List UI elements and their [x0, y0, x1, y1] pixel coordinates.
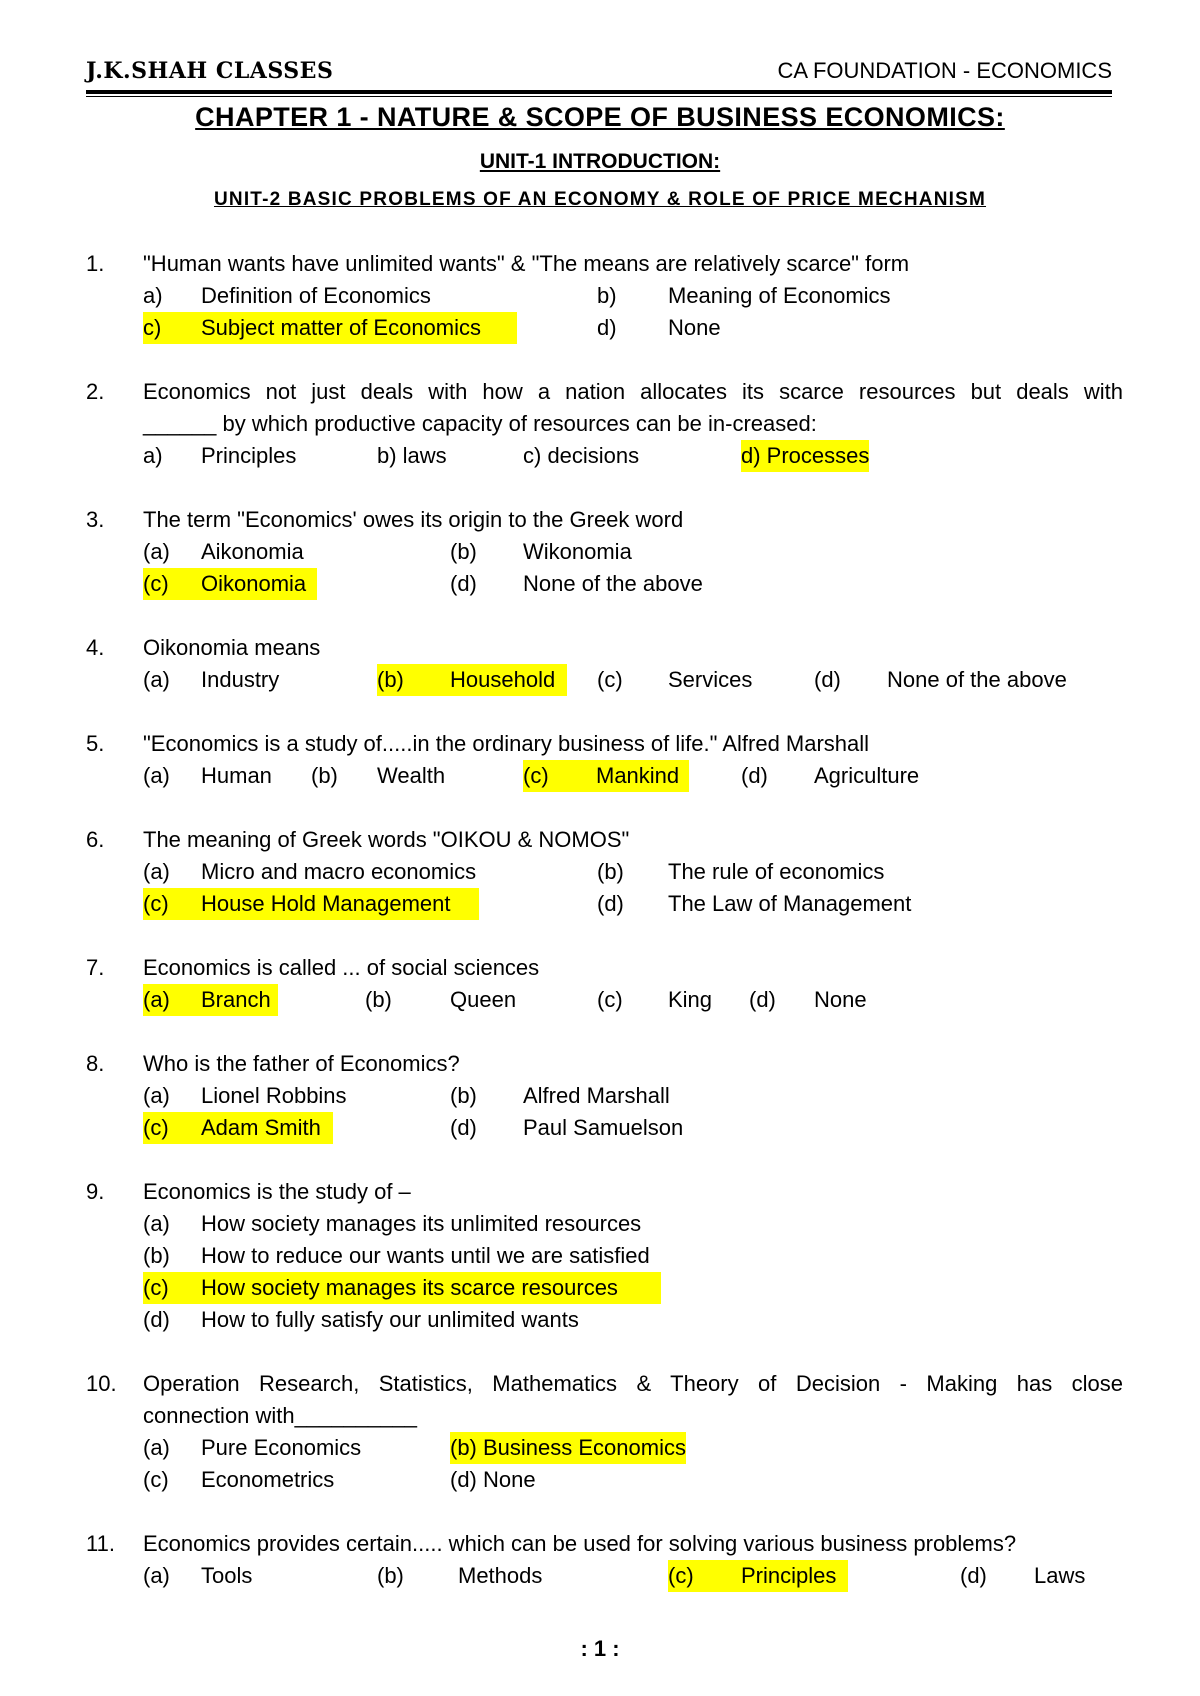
- option-key: (d): [814, 667, 841, 692]
- question-stem: Oikonomia means: [143, 635, 321, 660]
- question-number: 2.: [86, 379, 105, 404]
- option-text: Household: [450, 667, 556, 692]
- question-number: 8.: [86, 1051, 105, 1076]
- option-text: Laws: [1034, 1563, 1086, 1588]
- option-key: (a): [143, 539, 170, 564]
- option-key: (b): [450, 1083, 477, 1108]
- question-number: 9.: [86, 1179, 105, 1204]
- option-text: How to reduce our wants until we are satisfied: [201, 1243, 650, 1268]
- question-stem: "Economics is a study of.....in the ordinary business of life." Alfred Marshall: [143, 731, 870, 756]
- question-stem: Economics is the study of –: [143, 1179, 411, 1204]
- option-key: (c): [143, 1275, 169, 1300]
- correct-answer-highlight: [143, 1112, 333, 1144]
- option-key: (b): [377, 1563, 404, 1588]
- option-key: (d): [749, 987, 776, 1012]
- option-key: (c): [668, 1563, 694, 1588]
- option-key: (a): [143, 1211, 170, 1236]
- option-key: (b): [365, 987, 392, 1012]
- option-text: Oikonomia: [201, 571, 307, 596]
- question-stem: Economics is called ... of social sciences: [143, 955, 540, 980]
- option-key: (a): [143, 1563, 170, 1588]
- correct-answer-highlight: [377, 664, 567, 696]
- option-text: Industry: [201, 667, 280, 692]
- option-text: None of the above: [523, 571, 703, 596]
- option-text: Human: [201, 763, 272, 788]
- option-text: Alfred Marshall: [523, 1083, 670, 1108]
- option-text: Subject matter of Economics: [201, 315, 482, 340]
- correct-answer-highlight: [143, 568, 317, 600]
- option-key: (b): [597, 859, 624, 884]
- option-key: a): [143, 443, 163, 468]
- question-number: 11.: [86, 1531, 115, 1556]
- option-key: (c): [597, 667, 623, 692]
- correct-answer-highlight: [143, 312, 517, 344]
- option-text: The Law of Management: [668, 891, 912, 916]
- option-key: (c): [143, 1467, 169, 1492]
- option-key: c): [143, 315, 162, 340]
- question-stem: "Human wants have unlimited wants" & "The means are relatively scarce" form: [143, 251, 910, 276]
- option-key: (a): [143, 1083, 170, 1108]
- question-stem-line: ______ by which productive capacity of resources can be in-creased:: [143, 411, 817, 436]
- option-key: d): [597, 315, 617, 340]
- question-number: 4.: [86, 635, 105, 660]
- option-key: (d): [450, 1115, 477, 1140]
- correct-answer-highlight: [523, 760, 689, 792]
- option-key: (c): [143, 891, 169, 916]
- header-rule: [86, 90, 1112, 97]
- option-key: (b): [377, 667, 404, 692]
- option-text: Queen: [450, 987, 517, 1012]
- option-text: Lionel Robbins: [201, 1083, 347, 1108]
- correct-answer-highlight: d) Processes: [741, 440, 869, 472]
- option-text: Definition of Economics: [201, 283, 431, 308]
- option-text: House Hold Management: [201, 891, 451, 916]
- header-course-name: CA FOUNDATION - ECONOMICS: [777, 58, 1112, 83]
- option-key: (d): [450, 571, 477, 596]
- question-number: 10.: [86, 1371, 117, 1396]
- correct-answer-highlight: [143, 984, 278, 1016]
- option-text: Mankind: [596, 763, 680, 788]
- option-key: (d): [597, 891, 624, 916]
- option-text: How society manages its scarce resources: [201, 1275, 618, 1300]
- option-text: Paul Samuelson: [523, 1115, 684, 1140]
- question-number: 1.: [86, 251, 105, 276]
- option-text: None: [814, 987, 867, 1012]
- option-key: (c): [143, 571, 169, 596]
- option-text: Econometrics: [201, 1467, 335, 1492]
- chapter-title: CHAPTER 1 - NATURE & SCOPE OF BUSINESS ECONOMICS:: [195, 102, 1005, 132]
- option-text: Agriculture: [814, 763, 920, 788]
- option-key: (a): [143, 763, 170, 788]
- option-key: (a): [143, 667, 170, 692]
- option-key: (b): [450, 539, 477, 564]
- option-text: (d) None: [450, 1467, 536, 1492]
- option-key: (a): [143, 859, 170, 884]
- option-text: Adam Smith: [201, 1115, 321, 1140]
- option-key: (c): [597, 987, 623, 1012]
- option-key: a): [143, 283, 163, 308]
- option-key: b): [597, 283, 617, 308]
- question-number: 6.: [86, 827, 105, 852]
- option-text: Micro and macro economics: [201, 859, 477, 884]
- option-text: Wikonomia: [523, 539, 632, 564]
- question-stem: Economics provides certain..... which can be used for solving various business problems?: [143, 1531, 1017, 1556]
- correct-answer-highlight: (b) Business Economics: [450, 1432, 686, 1464]
- question-number: 7.: [86, 955, 105, 980]
- question-stem-line: Economics not just deals with how a nation allocates its scarce resources but deals with: [143, 379, 1123, 404]
- unit-2-title: UNIT-2 BASIC PROBLEMS OF AN ECONOMY & ROLE OF PRICE MECHANISM: [213, 189, 987, 210]
- option-key: (d): [741, 763, 768, 788]
- option-text: The rule of economics: [668, 859, 885, 884]
- option-text: Aikonomia: [201, 539, 304, 564]
- option-key: (d): [143, 1307, 170, 1332]
- option-key: (b): [311, 763, 338, 788]
- option-key: (b): [143, 1243, 170, 1268]
- option-text: Pure Economics: [201, 1435, 362, 1460]
- option-key: (d): [960, 1563, 987, 1588]
- header-institute-name: J.K.SHAH CLASSES: [86, 58, 334, 84]
- option-text: Principles: [741, 1563, 837, 1588]
- question-stem: Who is the father of Economics?: [143, 1051, 460, 1076]
- option-key: (a): [143, 987, 170, 1012]
- correct-answer-highlight: [668, 1560, 848, 1592]
- option-text: Services: [668, 667, 753, 692]
- option-text: None: [668, 315, 721, 340]
- unit-1-title: UNIT-1 INTRODUCTION:: [479, 150, 721, 173]
- correct-answer-highlight: [143, 1272, 661, 1304]
- option-text: None of the above: [887, 667, 1067, 692]
- option-text: How society manages its unlimited resources: [201, 1211, 642, 1236]
- option-text: Meaning of Economics: [668, 283, 891, 308]
- option-text: b) laws: [377, 443, 447, 468]
- correct-answer-highlight: [143, 888, 479, 920]
- option-key: (c): [523, 763, 549, 788]
- option-text: King: [668, 987, 713, 1012]
- question-stem: The meaning of Greek words "OIKOU & NOMOS": [143, 827, 630, 852]
- option-text: Principles: [201, 443, 297, 468]
- option-text: How to fully satisfy our unlimited wants: [201, 1307, 579, 1332]
- option-key: (a): [143, 1435, 170, 1460]
- option-text: Methods: [458, 1563, 543, 1588]
- page-number: : 1 :: [580, 1636, 620, 1661]
- option-text: Branch: [201, 987, 271, 1012]
- question-stem-line: connection with__________: [143, 1403, 418, 1428]
- question-stem: The term "Economics' owes its origin to the Greek word: [143, 507, 684, 532]
- question-number: 5.: [86, 731, 105, 756]
- question-stem-line: Operation Research, Statistics, Mathematics & Theory of Decision - Making has close: [143, 1371, 1123, 1396]
- option-text: Wealth: [377, 763, 446, 788]
- option-key: (c): [143, 1115, 169, 1140]
- option-text: c) decisions: [523, 443, 640, 468]
- question-number: 3.: [86, 507, 105, 532]
- option-text: Tools: [201, 1563, 253, 1588]
